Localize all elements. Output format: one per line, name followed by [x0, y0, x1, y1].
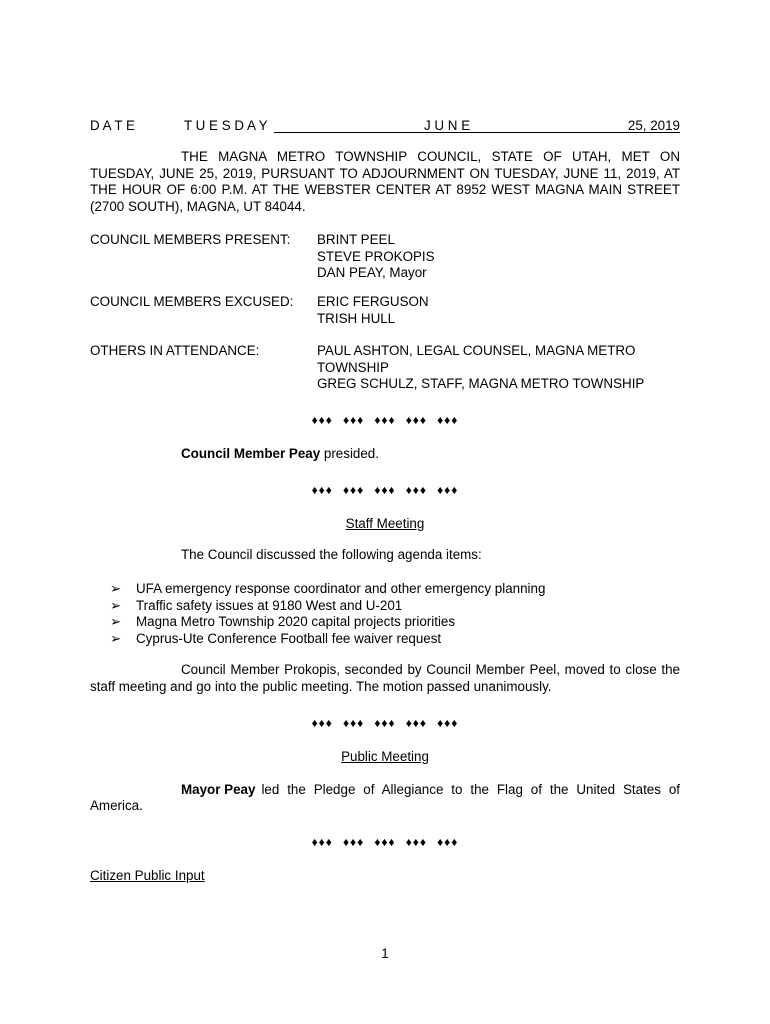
intro-paragraph: THE MAGNA METRO TOWNSHIP COUNCIL, STATE OF UTAH, MET ON TUESDAY, JUNE 25, 2019, PURSUANT TO ADJOURNMENT ON TUESDAY, JUNE 11, 2019, AT THE HOUR OF 6:00 P.M. AT THE WEBSTER CENTER AT 8952 WEST MAGNA MAIN STREET (2700 SOUTH), MAGNA, UT 84044.: [90, 149, 680, 214]
diamond-group-icon: ♦♦♦: [311, 835, 333, 849]
citizen-input-heading-text: Citizen Public Input: [90, 868, 205, 883]
others-label: OTHERS IN ATTENDANCE:: [90, 343, 260, 358]
pledge-leader: Mayor Peay: [181, 782, 256, 797]
present-label: COUNCIL MEMBERS PRESENT:: [90, 232, 291, 247]
diamond-group-icon: ♦♦♦: [311, 716, 333, 730]
date-line-rule: [274, 132, 680, 133]
diamond-group-icon: ♦♦♦: [311, 413, 333, 427]
list-item-text: UFA emergency response coordinator and other emergency planning: [136, 581, 546, 596]
diamond-group-icon: ♦♦♦: [437, 413, 459, 427]
month-value: J U N E: [424, 118, 471, 133]
citizen-input-heading: [90, 868, 205, 885]
diamond-group-icon: ♦♦♦: [405, 835, 428, 849]
excused-names: [317, 294, 677, 327]
diamond-group-icon: ♦♦♦: [437, 483, 459, 497]
diamond-group-icon: ♦♦♦: [405, 716, 428, 730]
present-name: BRINT PEEL: [317, 232, 395, 247]
staff-meeting-heading-text: Staff Meeting: [345, 516, 425, 531]
others-name: PAUL ASHTON, LEGAL COUNSEL, MAGNA METRO: [317, 343, 636, 358]
pledge-line-1: [181, 782, 680, 799]
motion-line-2: staff meeting and go into the public meeting. The motion passed unanimously.: [90, 679, 552, 694]
section-separator: [0, 412, 770, 429]
diamond-group-icon: ♦♦♦: [374, 413, 396, 427]
pledge-text: led the Pledge of Allegiance to the Flag of the United States of: [261, 782, 680, 797]
others-name: GREG SCHULZ, STAFF, MAGNA METRO TOWNSHIP: [317, 376, 645, 391]
section-separator: [0, 715, 770, 732]
list-item-text: Magna Metro Township 2020 capital projects priorities: [136, 614, 456, 629]
others-names: [317, 343, 677, 393]
diamond-group-icon: ♦♦♦: [342, 413, 365, 427]
diamond-group-icon: ♦♦♦: [374, 835, 396, 849]
present-name: STEVE PROKOPIS: [317, 248, 435, 264]
excused-name: ERIC FERGUSON: [317, 294, 429, 309]
public-meeting-heading: [0, 749, 770, 766]
diamond-group-icon: ♦♦♦: [374, 483, 396, 497]
list-item: [110, 598, 680, 615]
presided-line: [181, 446, 379, 463]
presiding-member: Council Member Peay: [181, 446, 321, 461]
diamond-group-icon: ♦♦♦: [342, 483, 365, 497]
public-meeting-heading-text: Public Meeting: [341, 749, 429, 764]
agenda-list: [110, 581, 680, 647]
section-separator: [0, 482, 770, 499]
presided-text: presided.: [320, 446, 379, 461]
date-value: 25, 2019: [627, 118, 680, 133]
arrow-bullet-icon: ➢: [110, 614, 122, 629]
diamond-group-icon: ♦♦♦: [342, 835, 365, 849]
date-label: D A T E: [90, 118, 135, 133]
present-name: DAN PEAY, Mayor: [317, 265, 427, 280]
list-item-text: Cyprus-Ute Conference Football fee waiver request: [136, 630, 442, 646]
present-names: [317, 232, 677, 282]
diamond-group-icon: ♦♦♦: [437, 835, 459, 849]
arrow-bullet-icon: ➢: [110, 597, 122, 613]
arrow-bullet-icon: ➢: [110, 581, 122, 596]
arrow-bullet-icon: ➢: [110, 630, 122, 646]
page-number: 1: [381, 946, 389, 961]
day-value: T U E S D A Y: [184, 118, 268, 133]
diamond-group-icon: ♦♦♦: [374, 716, 396, 730]
list-item: [110, 631, 680, 648]
others-name: TOWNSHIP: [317, 359, 389, 375]
section-separator: [0, 834, 770, 851]
list-item: [110, 614, 680, 631]
diamond-group-icon: ♦♦♦: [342, 716, 365, 730]
date-line: [90, 118, 680, 136]
list-item-text: Traffic safety issues at 9180 West and U-201: [136, 597, 403, 613]
diamond-group-icon: ♦♦♦: [405, 413, 428, 427]
staff-meeting-intro: The Council discussed the following agenda items:: [181, 547, 482, 562]
pledge-line-2: America.: [90, 798, 143, 813]
diamond-group-icon: ♦♦♦: [311, 483, 333, 497]
excused-label: COUNCIL MEMBERS EXCUSED:: [90, 294, 294, 309]
diamond-group-icon: ♦♦♦: [405, 483, 428, 497]
excused-name: TRISH HULL: [317, 310, 396, 326]
motion-line-1: Council Member Prokopis, seconded by Council Member Peel, moved to close the: [181, 662, 680, 677]
diamond-group-icon: ♦♦♦: [437, 716, 459, 730]
list-item: [110, 581, 680, 598]
staff-meeting-heading: [0, 516, 770, 533]
